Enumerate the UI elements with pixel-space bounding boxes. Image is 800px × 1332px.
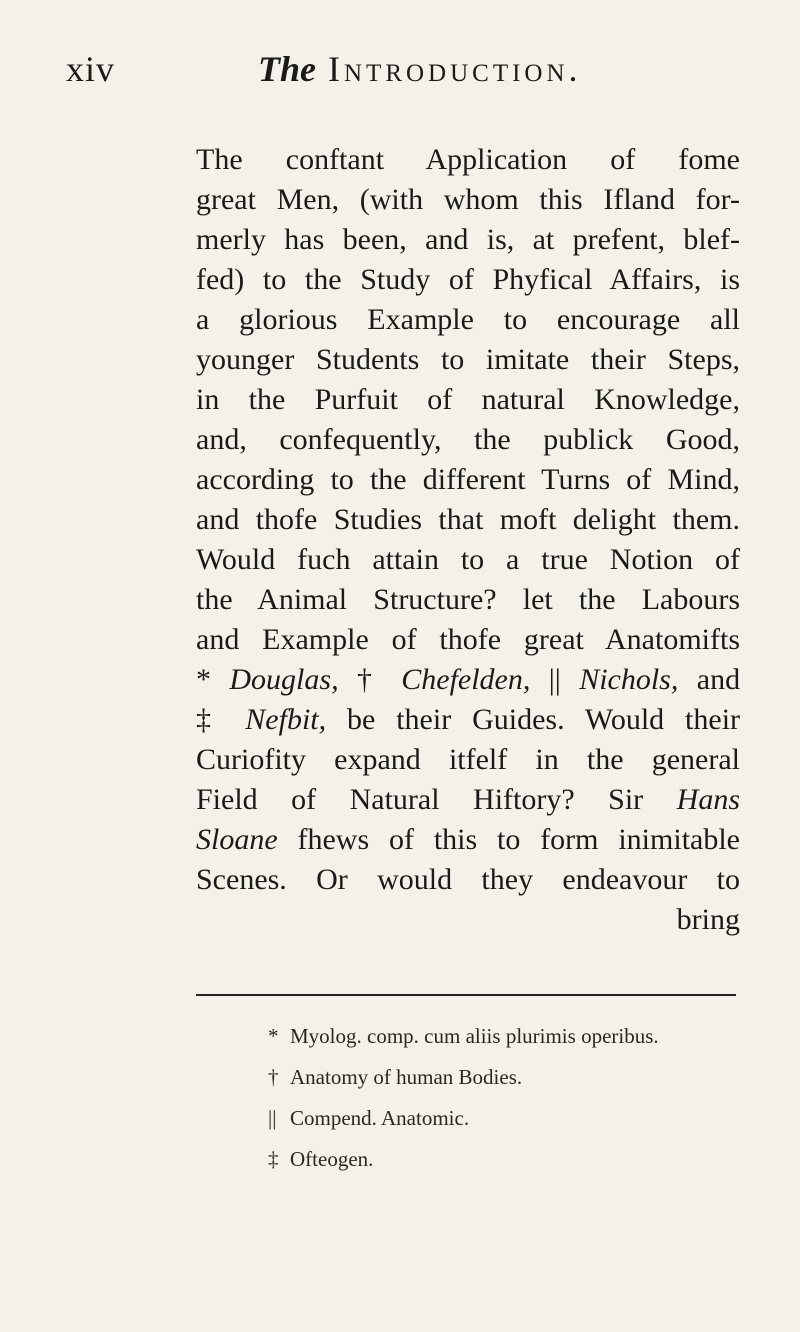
text-line: a glorious Example to encourage all <box>196 303 740 336</box>
footnote-mark: * <box>196 663 211 696</box>
footnote-mark: ‡ <box>196 703 225 736</box>
text-fragment: be their Guides. Would their <box>347 703 741 736</box>
name-nichols: Nichols, <box>579 663 679 696</box>
running-title-word: Introduction. <box>328 49 582 89</box>
name-cheselden: Chefelden, <box>401 663 531 696</box>
text-fragment: fhews of this to form inimitable <box>297 823 740 856</box>
running-title <box>258 48 582 90</box>
footnotes <box>268 1016 738 1180</box>
text-line: fed) to the Study of Phyfical Affairs, is <box>196 263 740 296</box>
footnote-text: Compend. Anatomic. <box>290 1106 470 1130</box>
text-line: according to the different Turns of Mind, <box>196 463 740 496</box>
footnote <box>268 1057 738 1098</box>
text-line: younger Students to imitate their Steps, <box>196 343 740 376</box>
footnote-text: Ofteogen. <box>290 1147 374 1171</box>
text-line: and thofe Studies that moft delight them. <box>196 503 740 536</box>
footnote-mark: ‡ <box>268 1147 279 1171</box>
text-line: and, confequently, the publick Good, <box>196 423 740 456</box>
text-line: merly has been, and is, at prefent, blef- <box>196 223 740 256</box>
text-line: the Animal Structure? let the Labours <box>196 583 740 616</box>
text-line-sloane <box>196 820 740 860</box>
text-line-anatomists <box>196 660 740 700</box>
footnote-mark: † <box>356 663 383 696</box>
page-number: xiv <box>66 49 116 89</box>
catchword: bring <box>676 903 740 936</box>
text-fragment: Field of Natural Hiftory? Sir <box>196 783 644 816</box>
text-fragment: and <box>696 663 741 696</box>
text-line: Curiofity expand itfelf in the general <box>196 743 740 776</box>
footnote-text: Anatomy of human Bodies. <box>290 1065 523 1089</box>
name-sloane: Sloane <box>196 823 278 856</box>
running-title-article: The <box>258 49 316 89</box>
footnote-mark: * <box>268 1024 279 1048</box>
footnote-text: Myolog. comp. cum aliis plurimis operibus. <box>290 1024 659 1048</box>
body-paragraph <box>196 140 740 940</box>
name-hans: Hans <box>676 783 740 816</box>
text-line: great Men, (with whom this Ifland for- <box>196 183 740 216</box>
footnote-mark: † <box>268 1065 279 1089</box>
text-line: and Example of thofe great Anatomifts <box>196 623 740 656</box>
footnote <box>268 1098 738 1139</box>
footnote <box>268 1139 738 1180</box>
footnote-mark: || <box>268 1106 277 1130</box>
text-line-hans <box>196 780 740 820</box>
page-header <box>0 48 800 98</box>
text-line: The conftant Application of fome <box>196 143 740 176</box>
footnote <box>268 1016 738 1057</box>
text-line: Would fuch attain to a true Notion of <box>196 543 740 576</box>
text-line: in the Purfuit of natural Knowledge, <box>196 383 740 416</box>
text-line-nesbit <box>196 700 740 740</box>
name-douglas: Douglas, <box>229 663 339 696</box>
footnote-rule <box>196 994 736 996</box>
name-nesbit: Nefbit, <box>245 703 327 736</box>
text-line: Scenes. Or would they endeavour to <box>196 863 740 896</box>
footnote-mark: || <box>548 663 561 696</box>
